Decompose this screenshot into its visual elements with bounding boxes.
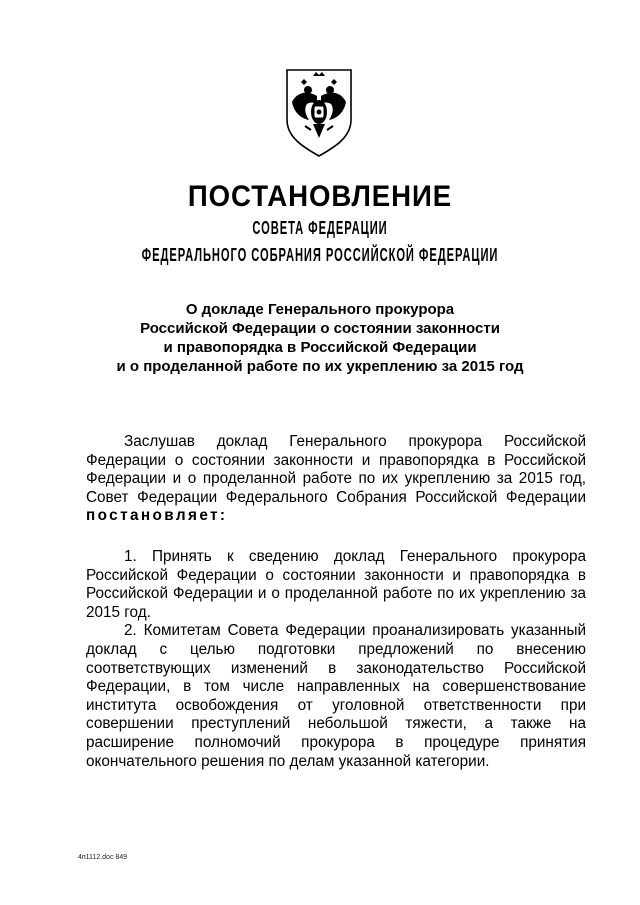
subject-line: Российской Федерации о состоянии законности [140, 320, 500, 337]
document-code: 4п1112.doc 849 [78, 854, 128, 861]
document-body [86, 433, 586, 771]
document-subject [0, 300, 640, 376]
resolves-word: постановляет: [86, 507, 228, 525]
preamble-text: Заслушав доклад Генерального прокурора Российской Федерации о состоянии законности и правопорядка в Российской Федерации и о проделанной работе по их укреплению за 2015 год, Совет Федерации Федерального Собрания Российской Федерации [86, 433, 586, 506]
issuer-line-1: СОВЕТА ФЕДЕРАЦИИ [252, 218, 388, 238]
subject-line: и о проделанной работе по их укреплению за 2015 год [116, 358, 524, 375]
preamble-paragraph [86, 433, 586, 526]
coat-of-arms-icon [283, 68, 355, 158]
subject-line: и правопорядка в Российской Федерации [163, 339, 477, 356]
resolution-item-2: 2. Комитетам Совета Федерации проанализировать указанный доклад с целью подготовки предложений по внесению соответствующих изменений в законодательство Российской Федерации, в том числе направленных на совершенствование института освобождения от уголовной ответственности при совершении преступлений небольшой тяжести, а также на расширение полномочий прокурора в процедуре принятия окончательного решения по делам указанной категории. [86, 622, 586, 770]
subject-line: О докладе Генерального прокурора [185, 301, 455, 318]
resolution-item-1: 1. Принять к сведению доклад Генерального прокурора Российской Федерации о состоянии законности и правопорядка в Российской Федерации и о проделанной работе по их укреплению за 2015 год. [86, 547, 586, 621]
document-title: ПОСТАНОВЛЕНИЕ [187, 180, 453, 213]
issuer-line-2: ФЕДЕРАЛЬНОГО СОБРАНИЯ РОССИЙСКОЙ ФЕДЕРАЦИИ [141, 245, 499, 265]
